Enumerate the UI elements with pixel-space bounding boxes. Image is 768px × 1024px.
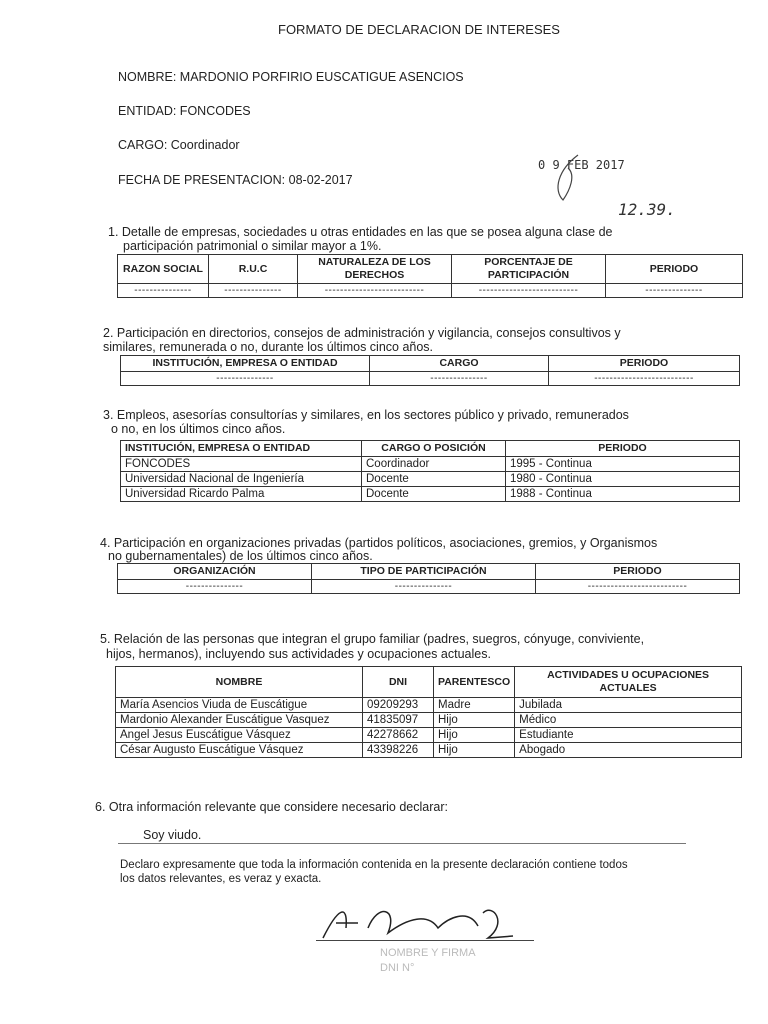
reception-stamp-date: 0 9 FEB 2017 [538,158,625,172]
section-3-table [120,440,740,502]
relation-cell: Hijo [434,728,515,743]
table-row [116,743,742,758]
empty-cell: --------------- [118,580,312,594]
initial-scribble-icon [548,150,588,205]
col-header: NOMBRE [116,667,363,698]
empty-cell: -------------------------- [298,284,452,298]
dni-cell: 43398226 [363,743,434,758]
empty-cell: -------------------------- [452,284,606,298]
empty-cell: -------------------------- [549,372,740,386]
institution-cell: Universidad Ricardo Palma [121,487,362,502]
section-2-table [120,355,740,386]
answer-underline [118,843,686,844]
period-cell: 1980 - Continua [506,472,740,487]
institution-cell: Universidad Nacional de Ingeniería [121,472,362,487]
section-5-table [115,666,742,758]
empty-cell: -------------------------- [536,580,740,594]
name-cell: Angel Jesus Euscátigue Vásquez [116,728,363,743]
col-header: INSTITUCIÓN, EMPRESA O ENTIDAD [121,441,362,457]
signature-icon [318,898,518,946]
institution-cell: FONCODES [121,457,362,472]
col-header: ACTIVIDADES U OCUPACIONES ACTUALES [515,667,742,698]
empty-cell: --------------- [312,580,536,594]
relation-cell: Madre [434,698,515,713]
dni-cell: 09209293 [363,698,434,713]
signature-line [316,940,534,941]
col-header: RAZON SOCIAL [118,255,209,284]
role-cell: Docente [362,472,506,487]
col-header: PORCENTAJE DE PARTICIPACIÓN [452,255,606,284]
section-1-line-1: 1. Detalle de empresas, sociedades u otras entidades en las que se posea alguna clase de [108,225,613,239]
col-header: NATURALEZA DE LOS DERECHOS [298,255,452,284]
entity: ENTIDAD: FONCODES [118,104,251,118]
section-1-table [117,254,743,298]
activity-cell: Estudiante [515,728,742,743]
col-header: CARGO O POSICIÓN [362,441,506,457]
position: CARGO: Coordinador [118,138,240,152]
period-cell: 1995 - Continua [506,457,740,472]
section-1-line-2: participación patrimonial o similar mayor a 1%. [123,239,382,253]
col-header: TIPO DE PARTICIPACIÓN [312,564,536,580]
document-title: FORMATO DE DECLARACION DE INTERESES [278,22,560,37]
section-4-line-1: 4. Participación en organizaciones privadas (partidos políticos, asociaciones, gremios, y Organismos [100,536,658,550]
col-header: INSTITUCIÓN, EMPRESA O ENTIDAD [121,356,370,372]
section-4-line-2: no gubernamentales) de los últimos cinco años. [108,549,373,563]
table-row [121,487,740,502]
section-6-answer: Soy viudo. [143,828,202,842]
col-header: PERIODO [606,255,743,284]
role-cell: Coordinador [362,457,506,472]
table-row [121,472,740,487]
dni-cell: 42278662 [363,728,434,743]
reception-time: 12.39. [618,200,676,219]
activity-cell: Médico [515,713,742,728]
section-5-line-2: hijos, hermanos), incluyendo sus actividades y ocupaciones actuales. [106,647,491,661]
table-row [116,728,742,743]
activity-cell: Jubilada [515,698,742,713]
relation-cell: Hijo [434,743,515,758]
section-3-line-2: o no, en los últimos cinco años. [111,422,286,436]
declaration-line-1: Declaro expresamente que toda la información contenida en la presente declaración contiene todos [120,859,628,871]
empty-cell: --------------- [370,372,549,386]
table-row [116,713,742,728]
name-cell: César Augusto Euscátigue Vásquez [116,743,363,758]
col-header: PERIODO [549,356,740,372]
col-header: R.U.C [209,255,298,284]
signature-label: NOMBRE Y FIRMA [380,947,476,959]
col-header: ORGANIZACIÓN [118,564,312,580]
empty-cell: --------------- [121,372,370,386]
role-cell: Docente [362,487,506,502]
declaration-line-2: los datos relevantes, es veraz y exacta. [120,873,322,885]
section-6-line-1: 6. Otra información relevante que considere necesario declarar: [95,800,448,814]
col-header: CARGO [370,356,549,372]
relation-cell: Hijo [434,713,515,728]
activity-cell: Abogado [515,743,742,758]
table-row [116,698,742,713]
section-3-line-1: 3. Empleos, asesorías consultorías y similares, en los sectores público y privado, remunerados [103,408,629,422]
dni-cell: 41835097 [363,713,434,728]
empty-cell: --------------- [118,284,209,298]
section-4-table [117,563,740,594]
name-cell: María Asencios Viuda de Euscátigue [116,698,363,713]
col-header: PERIODO [536,564,740,580]
col-header: DNI [363,667,434,698]
empty-cell: --------------- [209,284,298,298]
section-5-line-1: 5. Relación de las personas que integran el grupo familiar (padres, suegros, cónyuge, conviviente, [100,632,645,646]
col-header: PARENTESCO [434,667,515,698]
period-cell: 1988 - Continua [506,487,740,502]
dni-label: DNI N° [380,962,415,974]
col-header: PERIODO [506,441,740,457]
table-row [121,457,740,472]
section-2-line-2: similares, remunerada o no, durante los últimos cinco años. [103,340,434,354]
empty-cell: --------------- [606,284,743,298]
declarant-name: NOMBRE: MARDONIO PORFIRIO EUSCATIGUE ASENCIOS [118,70,464,84]
section-2-line-1: 2. Participación en directorios, consejos de administración y vigilancia, consejos consultivos y [103,326,621,340]
name-cell: Mardonio Alexander Euscátigue Vasquez [116,713,363,728]
presentation-date: FECHA DE PRESENTACION: 08-02-2017 [118,173,353,187]
